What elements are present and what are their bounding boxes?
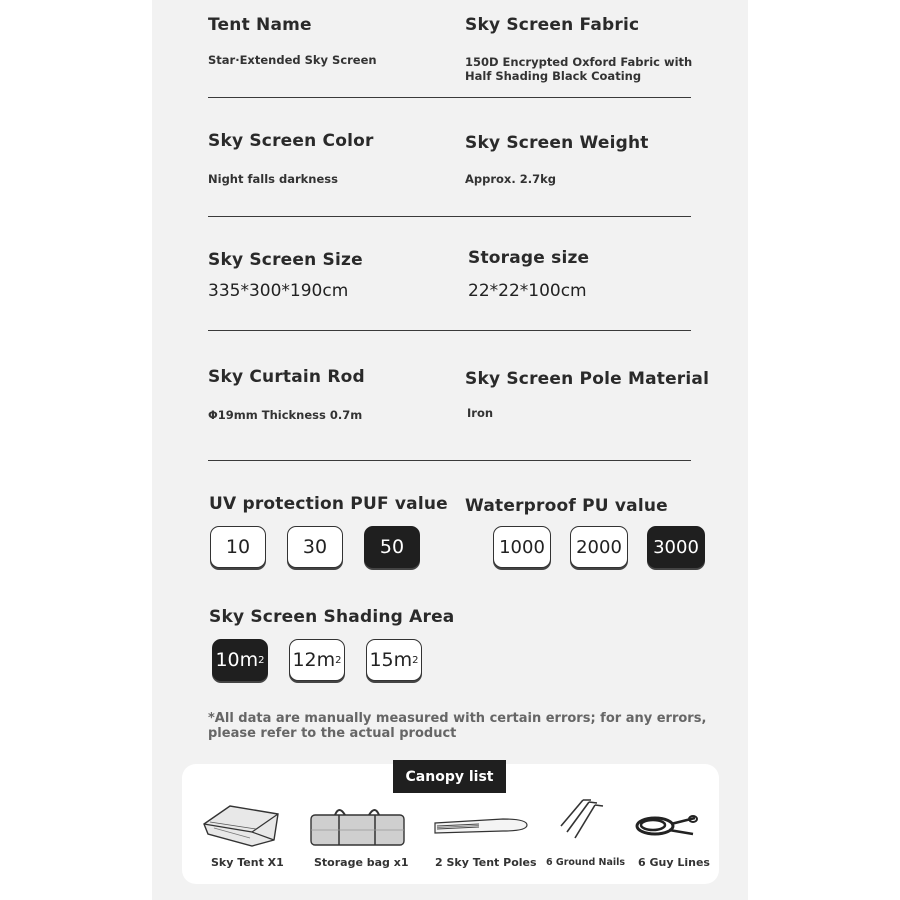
canopy-item-label: Sky Tent X1 xyxy=(211,856,284,869)
color-label: Sky Screen Color xyxy=(208,131,374,151)
canopy-item-label: 6 Ground Nails xyxy=(546,857,626,868)
weight-label: Sky Screen Weight xyxy=(465,133,649,153)
unit: m xyxy=(393,649,413,671)
shading-option-10[interactable] xyxy=(212,639,268,681)
color-value: Night falls darkness xyxy=(208,172,338,186)
divider xyxy=(208,216,691,217)
measurement-note: *All data are manually measured with certain errors; for any errors, please refer to the actual product xyxy=(208,711,707,741)
canopy-item-label: 6 Guy Lines xyxy=(638,856,710,869)
fabric-value: 150D Encrypted Oxford Fabric with Half Shading Black Coating xyxy=(465,55,693,83)
unit-superscript: 2 xyxy=(258,654,265,666)
unit-superscript: 2 xyxy=(335,654,342,666)
divider xyxy=(208,97,691,98)
divider xyxy=(208,330,691,331)
canopy-item-label: Storage bag x1 xyxy=(314,856,409,869)
rod-label: Sky Curtain Rod xyxy=(208,367,365,387)
folded-tent-icon xyxy=(200,800,282,850)
pole-material-label: Sky Screen Pole Material xyxy=(465,369,710,389)
fabric-label: Sky Screen Fabric xyxy=(465,15,640,35)
storage-label: Storage size xyxy=(468,248,590,268)
uv-label: UV protection PUF value xyxy=(209,494,448,514)
shading-option-value: 12 xyxy=(292,649,317,671)
uv-option-30[interactable]: 30 xyxy=(287,526,343,568)
unit: m xyxy=(239,649,259,671)
waterproof-option-3000[interactable]: 3000 xyxy=(647,526,705,568)
divider xyxy=(208,460,691,461)
guy-lines-icon xyxy=(633,810,699,842)
shading-option-12[interactable] xyxy=(289,639,345,681)
uv-option-50[interactable]: 50 xyxy=(364,526,420,568)
size-value: 335*300*190cm xyxy=(208,281,349,301)
shading-label: Sky Screen Shading Area xyxy=(209,607,455,627)
waterproof-option-1000[interactable]: 1000 xyxy=(493,526,551,568)
unit: m xyxy=(316,649,336,671)
tent-name-label: Tent Name xyxy=(208,15,312,35)
unit-superscript: 2 xyxy=(412,654,419,666)
weight-value: Approx. 2.7kg xyxy=(465,172,556,186)
canopy-list-title: Canopy list xyxy=(393,760,506,793)
storage-value: 22*22*100cm xyxy=(468,281,587,301)
pole-material-value: Iron xyxy=(467,406,494,420)
shading-option-15[interactable] xyxy=(366,639,422,681)
waterproof-option-2000[interactable]: 2000 xyxy=(570,526,628,568)
tent-name-value: Star·Extended Sky Screen xyxy=(208,53,377,67)
size-label: Sky Screen Size xyxy=(208,250,363,270)
canopy-item-label: 2 Sky Tent Poles xyxy=(435,856,537,869)
ground-nails-icon xyxy=(557,796,607,841)
shading-option-value: 10 xyxy=(215,649,240,671)
uv-option-10[interactable]: 10 xyxy=(210,526,266,568)
storage-bag-icon xyxy=(309,805,406,847)
waterproof-label: Waterproof PU value xyxy=(465,496,668,516)
rod-value: Φ19mm Thickness 0.7m xyxy=(208,408,363,422)
shading-option-value: 15 xyxy=(369,649,394,671)
tent-poles-icon xyxy=(433,815,529,837)
